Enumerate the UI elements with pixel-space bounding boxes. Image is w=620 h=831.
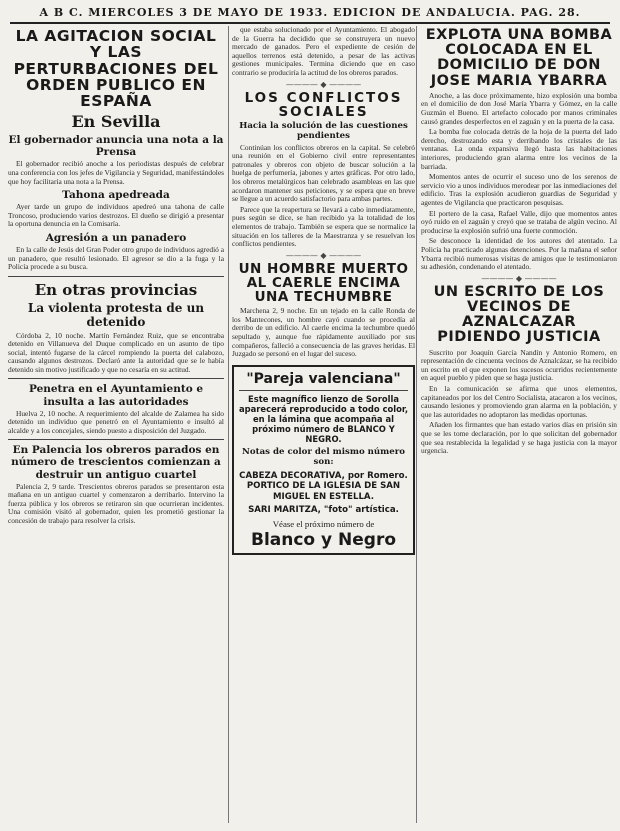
divider bbox=[8, 378, 224, 379]
article-text: Momentos antes de ocurrir el suceso uno de los serenos de servicio vio a unos individuos merodear por las inmediaciones del edificio. Tras la explosión acudieron guardias de Seguridad y agentes de Vigilancia que practicaron pesquisas. bbox=[421, 172, 617, 207]
main-headline: LA AGITACION SOCIAL Y LAS PERTURBACIONES DEL ORDEN PUBLICO EN ESPAÑA bbox=[13, 27, 219, 111]
article-text: El portero de la casa, Rafael Valle, dijo que momentos antes oyó ruido en el zaguán y creyó que se trataba de algún vecino. Al producirse la explosión sufrió una fuerte conmoción. bbox=[421, 208, 617, 235]
article-text: Continúan los conflictos obreros en la capital. Se celebró una reunión en el Gobierno civil entre representantes patronales y obreros con objeto de buscar solución a la huelga de perfumería, jabones y artes gráficas. Por otro lado, los obreros metalúrgicos han celebrado asambleas en las que acordaron mantener sus peticiones, y se espera que en breve se llegue a un acuerdo satisfactorio para ambas partes. bbox=[232, 142, 415, 204]
headline-aznalcazar: UN ESCRITO DE LOS VECINOS DE AZNALCAZAR PIDIENDO JUSTICIA bbox=[433, 283, 605, 346]
article-text: Marchena 2, 9 noche. En un tejado en la calle Ronda de los Mantecones, un hombre cayó cuando se procedía al derribo de un edificio. Al caerle encima la techumbre quedó sepultado y, aunque fue rápidamente auxiliado por sus compañeros, falleció a consecuencia de las graves heridas. El Juzgado se personó en el lugar del suceso. bbox=[232, 306, 415, 359]
section-title-provincias: En otras provincias bbox=[34, 280, 198, 299]
article-subtitle: Hacia la solución de las cuestiones pendientes bbox=[239, 120, 408, 141]
divider bbox=[8, 276, 224, 277]
ornament-divider: ———— ◆ ———— bbox=[285, 250, 362, 260]
ad-see: Véase el próximo número de bbox=[272, 518, 375, 529]
headline-hombre-muerto: UN HOMBRE MUERTO AL CAERLE ENCIMA UNA TECHUMBRE bbox=[238, 260, 409, 306]
article-text: Palencia 2, 9 tarde. Trescientos obreros parados se presentaron esta mañana en un antiguo cuartel y comenzaron a derribarlo. Intervino la fuerza pública y los obreros se retiraron sin que ocurrieran incidentes. Una comisión visitó al gobernador, quien les prometió gestionar la concesión de trabajo para resolver la crisis. bbox=[8, 481, 224, 525]
article-text: que estaba solucionado por el Ayuntamiento. El abogado de la Guerra ha decidido que se construyera un nuevo mercado de ganados. Pero el expediente de cesión de aquellos terrenos está detenido, a pesar de las activas gestiones municipales. Termina diciendo que en caso contrario se produciría la actitud de los obreros parados. bbox=[232, 26, 415, 77]
article-text: Ayer tarde un grupo de individuos apedreó una tahona de calle Troncoso, produciendo varios destrozos. El dueño se dirigió a presentar la oportuna denuncia en la Comisaría. bbox=[8, 202, 224, 229]
article-text: Huelva 2, 10 noche. A requerimiento del alcalde de Zalamea ha sido detenido un individuo que penetró en el Ayuntamiento e insultó al alcalde y a los concejales, siendo puesto a disposición del Juzgado. bbox=[8, 408, 224, 435]
ad-title: "Pareja valenciana" bbox=[239, 371, 408, 391]
article-text: La bomba fue colocada detrás de la hoja de la puerta del lado derecho, destrozando esta y derribando los cristales de las ventanas. La onda expansiva llegó hasta las habitaciones interiores, produciendo gran alarma entre los vecinos de la barriada. bbox=[421, 127, 617, 171]
article-title: Agresión a un panadero bbox=[45, 232, 187, 245]
article-title: El gobernador anuncia una nota a la Prensa bbox=[8, 134, 224, 159]
article-title: Tahona apedreada bbox=[62, 189, 170, 202]
column-1 bbox=[8, 26, 224, 823]
ornament-divider: ———— ◆ ———— bbox=[481, 273, 557, 283]
article-title: Penetra en el Ayuntamiento e insulta a las autoridades bbox=[28, 383, 204, 408]
headline-bomba: EXPLOTA UNA BOMBA COLOCADA EN EL DOMICILIO DE DON JOSE MARIA YBARRA bbox=[425, 27, 613, 89]
headline-conflictos: LOS CONFLICTOS SOCIALES bbox=[244, 89, 403, 120]
section-title-sevilla: En Sevilla bbox=[71, 112, 161, 132]
page-header: A B C. MIERCOLES 3 DE MAYO DE 1933. EDICION DE ANDALUCIA. PAG. 28. bbox=[10, 4, 610, 24]
article-text: Anoche, a las doce próximamente, hizo explosión una bomba en el domicilio de don José María Ybarra y Gómez, en la calle Guzmán el Bueno. El artefacto colocado por manos criminales causó grandes desperfectos en el zaguán y en la puerta de la casa. bbox=[421, 90, 617, 126]
article-text: El gobernador recibió anoche a los periodistas después de celebrar una conferencia con los jefes de Vigilancia y Seguridad, manifestándoles que hoy facilitaría una nota a la Prensa. bbox=[8, 159, 224, 186]
ad-notes: Notas de color del mismo número son: bbox=[242, 446, 405, 468]
column-3 bbox=[416, 26, 617, 823]
article-text: Suscrito por Joaquín García Nandín y Antonio Romero, en representación de cincuenta vecinos de Aznalcázar, se ha recibido un escrito en el que exponen los sucesos ocurridos recientemente en aquel pueblo y piden que se haga justicia. bbox=[421, 347, 617, 383]
article-text: Parece que la reapertura se llevará a cabo inmediatamente, pues según se dice, se han recibido ya la totalidad de los elementos de trabajo. También se espera que se normalice la situación en los talleres de la Maestranza y se resuelvan los conflictos pendientes. bbox=[232, 204, 415, 249]
ad-sari: SARI MARITZA, "foto" artística. bbox=[248, 505, 399, 516]
ad-logo: Blanco y Negro bbox=[250, 529, 397, 550]
column-2 bbox=[228, 26, 415, 823]
article-text: Añaden los firmantes que han estado varios días en prisión sin que se les tome declaración, por lo que solicitan del gobernador que sea restablecida la legalidad y se haga justicia con la mayor urgencia. bbox=[421, 420, 617, 456]
ad-body: Este magnífico lienzo de Sorolla aparecerá reproducido a todo color, en la lámina que acompaña al próximo número de BLANCO Y NEGRO. bbox=[239, 393, 409, 444]
article-title: La violenta protesta de un detenido bbox=[27, 300, 205, 329]
article-text: En la calle de Jesús del Gran Poder otro grupo de individuos agredió a un panadero, que resultó lesionado. El agresor se dio a la fuga y la Policía procede a su busca. bbox=[8, 245, 224, 272]
article-text: Se desconoce la identidad de los autores del atentado. La Policía ha practicado algunas detenciones. Por la mañana el señor Ybarra recibió numerosas visitas de amigos que le testimoniaron su adhesión, condenando el atentado. bbox=[421, 236, 617, 272]
ornament-divider: ———— ◆ ———— bbox=[285, 79, 362, 89]
advertisement-box bbox=[232, 365, 415, 555]
article-text: Córdoba 2, 10 noche. Martín Fernández Ruiz, que se encontraba detenido en Villanueva del Duque complicado en un asunto de tipo social, intentó fugarse de la cárcel rompiendo la puerta del calabozo, causando algunos destrozos. Declaró ante la autoridad que se le había detenido sin motivo justificado y que no cesaría en su actitud. bbox=[8, 330, 224, 374]
article-text: En la comunicación se afirma que unos elementos, capitaneados por los del Centro Socialista, atacaron a los vecinos, causando lesiones y promoviendo gran alarma en la población, y que las autoridades no adoptaron las medidas oportunas. bbox=[421, 384, 617, 419]
divider bbox=[8, 439, 224, 440]
ad-items: CABEZA DECORATIVA, por Romero. PORTICO DE LA IGLESIA DE SAN MIGUEL EN ESTELLA. bbox=[239, 470, 408, 502]
article-title: En Palencia los obreros parados en número de trescientos comienzan a destruir un antiguo cuartel bbox=[11, 444, 221, 481]
